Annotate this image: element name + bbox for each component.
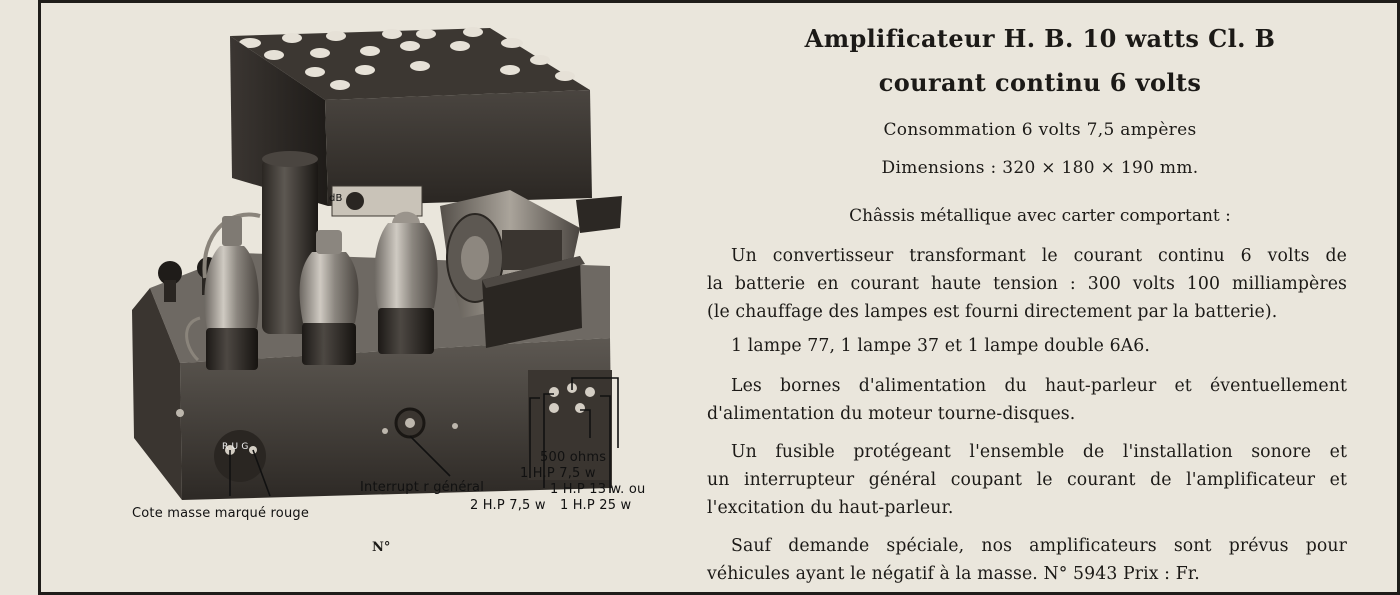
- callout-2hp-7-5: 2 H.P 7,5 w: [470, 498, 546, 513]
- plate-brand: dB: [329, 193, 343, 204]
- fuse-paragraph: [707, 438, 1347, 522]
- callout-hp-25: 1 H.P 25 w: [560, 498, 632, 513]
- converter-line: (le chauffage des lampes est fourni directement par la batterie).: [707, 302, 1278, 322]
- fuse-line: Un fusible protégeant l'ensemble de l'installation sonore et: [731, 442, 1347, 462]
- terminals-paragraph: [707, 372, 1347, 428]
- fuse-line: l'excitation du haut-parleur.: [707, 498, 954, 518]
- converter-line: la batterie en courant haute tension : 300 volts 100 milliampères: [707, 274, 1347, 294]
- special-line: Sauf demande spéciale, nos amplificateurs sont prévus pour: [731, 536, 1347, 556]
- lamps-paragraph: [707, 332, 1347, 360]
- lamps-line: 1 lampe 77, 1 lampe 37 et 1 lampe double 6A6.: [731, 336, 1150, 356]
- callout-hp-7-5: 1 H.P 7,5 w: [520, 466, 596, 481]
- callout-interrupteur: Interrupt r général: [360, 480, 485, 495]
- article-title: Amplificateur H. B. 10 watts Cl. B: [804, 24, 1276, 53]
- special-line: véhicules ayant le négatif à la masse. N° 5943 Prix : Fr.: [707, 564, 1200, 584]
- terminals-line: Les bornes d'alimentation du haut-parleur et éventuellement: [731, 376, 1347, 396]
- photo-number-label: N°: [372, 540, 391, 555]
- callout-500-ohms: 500 ohms: [540, 450, 607, 465]
- chassis-intro: Châssis métallique avec carter comportant :: [849, 206, 1231, 226]
- special-paragraph: [707, 532, 1347, 588]
- article-subtitle: courant continu 6 volts: [878, 68, 1202, 97]
- consumption-spec: Consommation 6 volts 7,5 ampères: [883, 120, 1197, 140]
- terminals-line: d'alimentation du moteur tourne-disques.: [707, 404, 1076, 424]
- callout-cote-masse: Cote masse marqué rouge: [132, 506, 310, 521]
- callout-hp-13: 1 H.P 13 w. ou: [550, 482, 646, 497]
- dimensions-spec: Dimensions : 320 × 180 × 190 mm.: [881, 158, 1199, 178]
- socket-letters: R U G: [222, 442, 249, 452]
- fuse-line: un interrupteur général coupant le courant de l'amplificateur et: [707, 470, 1347, 490]
- converter-line: Un convertisseur transformant le courant continu 6 volts de: [731, 246, 1347, 266]
- amplifier-photo: [110, 18, 670, 528]
- converter-paragraph: [707, 242, 1347, 326]
